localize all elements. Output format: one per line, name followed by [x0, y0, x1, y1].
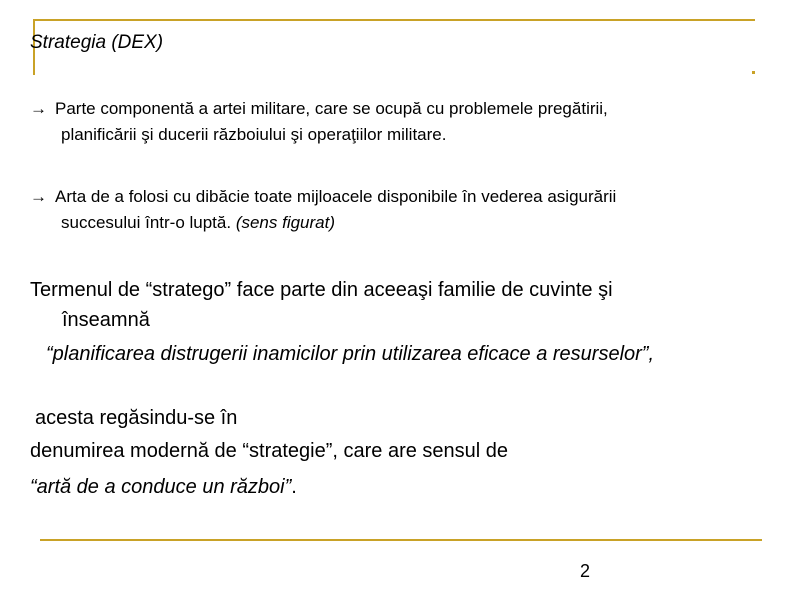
final-quote: “artă de a conduce un război”: [30, 476, 292, 498]
paragraph-line5: [30, 472, 297, 502]
definition-1-line1: Parte componentă a artei militare, care se ocupă cu problemele pregătirii,: [55, 99, 608, 118]
term-line2: înseamnă: [62, 309, 150, 331]
definition-2-line1: Arta de a folosi cu dibăcie toate mijloacele disponibile în vederea asigurării: [55, 187, 617, 206]
arrow-right-icon: →: [30, 99, 47, 118]
slide-title: Strategia (DEX): [30, 32, 164, 53]
definition-1: [30, 96, 770, 148]
definition-2: [30, 184, 770, 236]
sense-note: (sens figurat): [235, 213, 336, 232]
arrow-right-icon: →: [30, 187, 47, 206]
term-paragraph: [30, 275, 613, 335]
bottom-rule: [40, 539, 762, 541]
paragraph-line3: acesta regăsindu-se în: [35, 407, 238, 429]
page-number: 2: [580, 561, 591, 581]
rule-dot: [752, 71, 755, 74]
term-line1: Termenul de “stratego” face parte din aceeaşi familie de cuvinte şi: [30, 279, 613, 301]
definition-2-line2-text: succesului într-o luptă.: [61, 213, 236, 232]
top-rule: [34, 19, 755, 21]
definition-2-line2: [30, 210, 770, 236]
quote-line: “planificarea distrugerii inamicilor prin utilizarea eficace a resurselor”,: [46, 343, 655, 365]
definition-1-line2: planificării şi ducerii războiului şi operaţiilor militare.: [61, 125, 447, 144]
paragraph-line4: denumirea modernă de “strategie”, care are sensul de: [30, 440, 509, 462]
final-period: .: [291, 476, 297, 498]
